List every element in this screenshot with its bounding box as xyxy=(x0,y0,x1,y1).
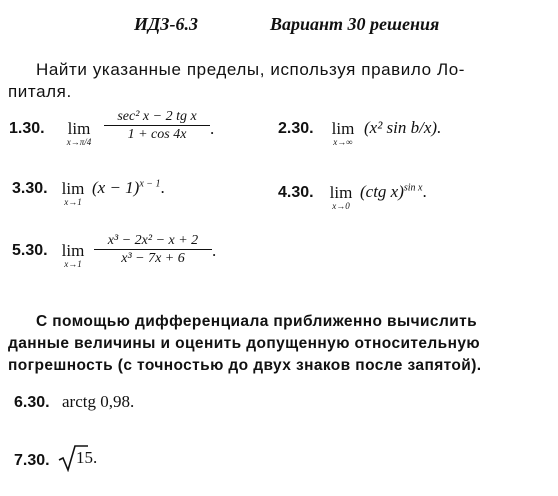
problem-5-fraction xyxy=(94,232,212,267)
limit-subscript: x→1 xyxy=(64,259,82,269)
idz-label: ИДЗ-6.3 xyxy=(134,14,198,34)
intro-line-1: Найти указанные пределы, используя правило Ло- xyxy=(36,60,466,79)
limit-subscript: x→1 xyxy=(64,197,82,207)
period: . xyxy=(422,182,427,201)
problem-5-period: . xyxy=(212,241,217,260)
problem-5-limit xyxy=(58,242,88,269)
intro2-line-2: данные величины и оценить допущенную относительную xyxy=(8,335,480,352)
fraction-denominator: x³ − 7x + 6 xyxy=(121,251,185,266)
problem-1-number: 1.30. xyxy=(9,120,45,137)
intro2-line-1: С помощью дифференциала приближенно вычислить xyxy=(36,313,478,330)
problem-3-number: 3.30. xyxy=(12,180,48,197)
intro-line-2: питаля. xyxy=(8,82,72,101)
intro2-line-3: погрешность (с точностью до двух знаков после запятой). xyxy=(8,357,482,374)
problem-6-expression: arctg 0,98. xyxy=(62,392,135,411)
base-expression: (x − 1) xyxy=(92,178,140,197)
problem-2-number: 2.30. xyxy=(278,120,314,137)
limit-subscript: x→π/4 xyxy=(66,137,92,147)
limit-subscript: x→0 xyxy=(332,201,350,211)
problem-1-fraction xyxy=(104,108,210,143)
limit-operator: lim xyxy=(61,241,85,260)
problem-2-expression: (x² sin b/x). xyxy=(364,118,442,137)
fraction-denominator: 1 + cos 4x xyxy=(127,127,187,142)
problem-5-number: 5.30. xyxy=(12,242,48,259)
limit-operator: lim xyxy=(61,179,85,198)
problem-4-limit xyxy=(326,184,356,211)
problem-2-limit xyxy=(326,120,360,147)
fraction-numerator: sec² x − 2 tg x xyxy=(117,109,197,124)
problem-1-period: . xyxy=(210,119,215,138)
problem-4-expression xyxy=(360,182,427,202)
problem-7-number: 7.30. xyxy=(14,452,50,469)
fraction-numerator: x³ − 2x² − x + 2 xyxy=(107,233,199,248)
period: . xyxy=(93,448,98,467)
base-expression: (ctg x) xyxy=(360,182,404,201)
period: . xyxy=(160,178,165,197)
exponent: x − 1 xyxy=(139,178,161,190)
problem-3-expression xyxy=(92,178,165,198)
limit-operator: lim xyxy=(67,119,91,138)
limit-subscript: x→∞ xyxy=(333,137,353,147)
problem-4-number: 4.30. xyxy=(278,184,314,201)
limit-operator: lim xyxy=(329,183,353,202)
exponent: sin x xyxy=(403,182,423,194)
problem-3-limit xyxy=(58,180,88,207)
problem-1-limit xyxy=(58,120,100,147)
radicand-value: 15 xyxy=(76,448,93,467)
variant-title: Вариант 30 решения xyxy=(270,14,440,34)
problem-7-radicand xyxy=(76,448,97,468)
limit-operator: lim xyxy=(331,119,355,138)
problem-6-number: 6.30. xyxy=(14,394,50,411)
